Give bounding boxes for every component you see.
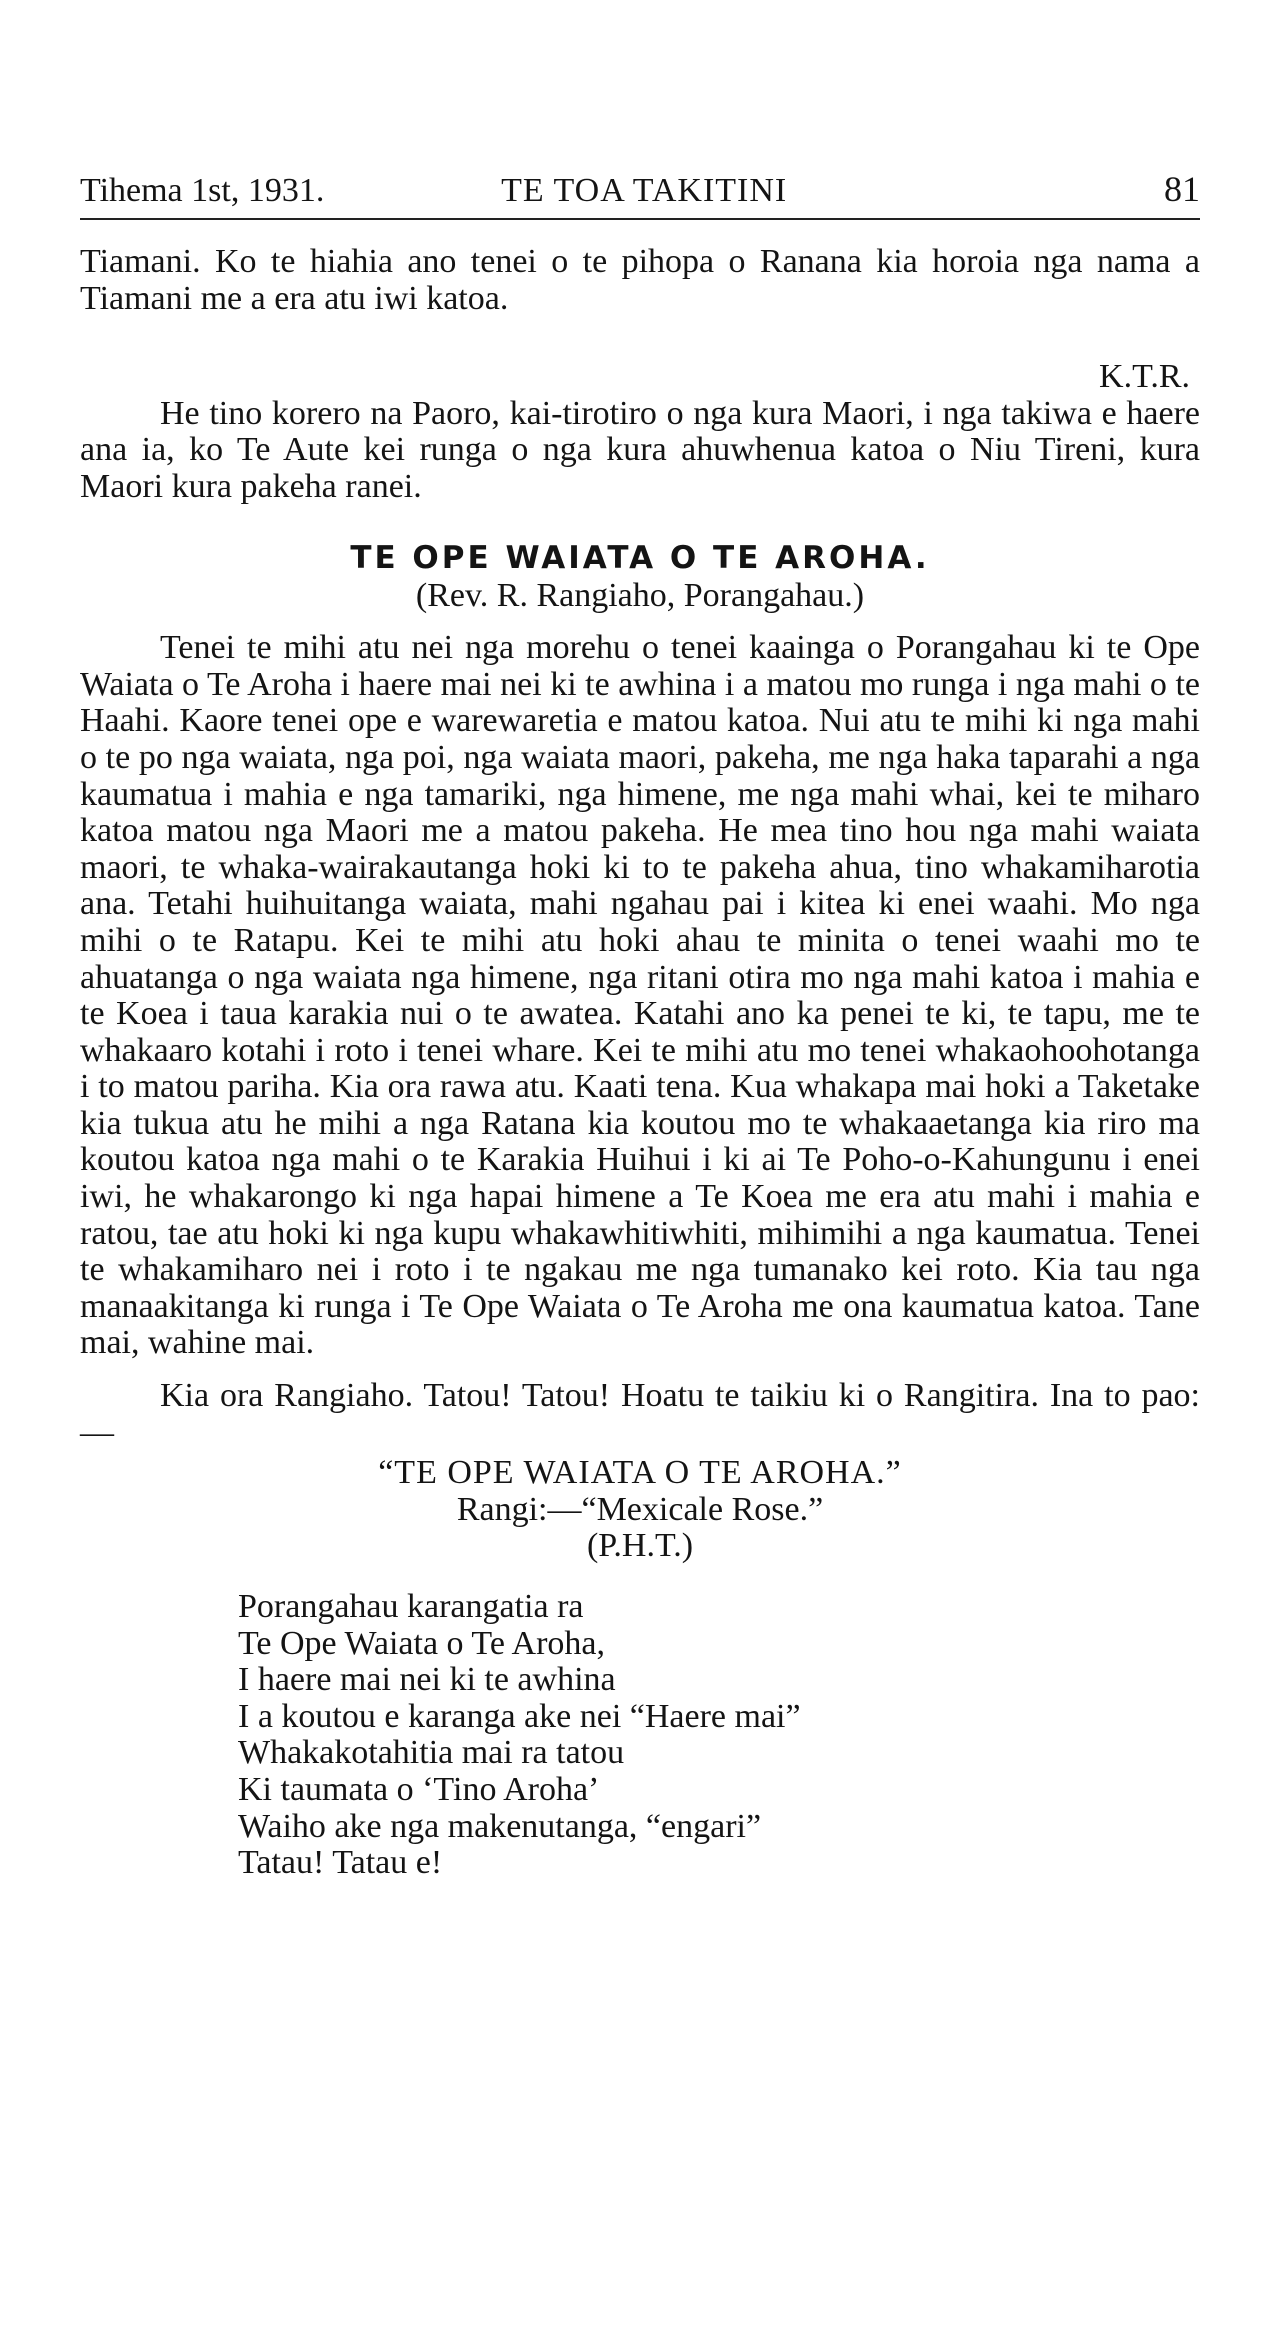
author-signature: K.T.R. — [1099, 358, 1190, 396]
verse-line: Porangahau karangatia ra — [238, 1588, 584, 1625]
song-verse — [238, 1589, 1200, 1882]
song-tune: Rangi:—“Mexicale Rose.” — [456, 1490, 824, 1528]
newspaper-title: TE TOA TAKITINI — [501, 172, 788, 209]
verse-line: I haere mai nei ki te awhina — [238, 1661, 616, 1699]
article-column — [80, 244, 1200, 1882]
issue-date: Tihema 1st, 1931. — [80, 172, 325, 209]
page-header — [80, 168, 1200, 220]
song-title: “TE OPE WAIATA O TE AROHA.” — [378, 1454, 902, 1492]
verse-line: Ki taumata o ‘Tino Aroha’ — [238, 1770, 600, 1808]
section-heading: TE OPE WAIATA O TE AROHA. — [350, 539, 930, 576]
continuation-paragraph: Tiamani. Ko te hiahia ano tenei o te pihopa o Ranana kia horoia nga nama a Tiamani me a era atu iwi katoa. — [80, 243, 1200, 317]
song-credit: (P.H.T.) — [586, 1527, 694, 1565]
verse-line: Waiho ake nga makenutanga, “engari” — [238, 1807, 762, 1845]
closing-paragraph: Kia ora Rangiaho. Tatou! Tatou! Hoatu te taikiu ki o Rangitira. Ina to pao:— — [80, 1377, 1200, 1451]
verse-line: Tatau! Tatau e! — [238, 1844, 443, 1882]
verse-line: Whakakotahitia mai ra tatou — [238, 1734, 625, 1772]
page-number: 81 — [1164, 169, 1200, 209]
paoro-paragraph: He tino korero na Paoro, kai-tirotiro o nga kura Maori, i nga takiwa e haere ana ia, ko Te Aute kei runga o nga kura ahuwhenua katoa o Niu Tireni, kura Maori kura pakeha ranei. — [80, 394, 1200, 505]
main-paragraph: Tenei te mihi atu nei nga morehu o tenei kaainga o Porangahau ki te Ope Waiata o Te Aroha i haere mai nei ki te awhina i a matou mo runga i nga mahi o te Haahi. Kaore tenei ope e warewaretia e matou katoa. Nui atu te mihi ki nga mahi o te po nga waiata, nga poi, nga waiata maori, pakeha, me nga haka taparahi a nga kaumatua i mahia e nga tamariki, nga himene, me nga mahi whai, kei te miharo katoa matou nga Maori me a matou pakeha. He mea tino hou nga mahi waiata maori, te whaka-wairakautanga hoki ki to te pakeha ahua, tino whakamiharotia ana. Tetahi huihuitanga waiata, mahi ngahau pai i kitea ki enei waahi. Mo nga mihi o te Ratapu. Kei te mihi atu hoki ahau te minita o tenei waahi mo te ahuatanga o nga waiata nga himene, nga ritani otira mo nga mahi katoa i mahia e te Koea i taua karakia nui o te awatea. Katahi ano ka penei te ki, te tapu, me te whakaaro kotahi i roto i tenei whare. Kei te mihi atu mo tenei whakaohoohotanga i to matou pariha. Kia ora rawa atu. Kaati tena. Kua whakapa mai hoki a Taketake kia tukua atu he mihi a nga Ratana kia koutou mo te whakaaetanga kia riro ma koutou katoa nga mahi o te Karakia Huihui i ki ai Te Poho-o-Kahungunu i enei iwi, he whakarongo ki nga hapai himene a Te Koea me era atu mahi i mahia e ratou, tae atu hoki ki nga kupu whakawhitiwhiti, mihimihi a nga kaumatua. Tenei te whakamiharo nei i roto i te ngakau me nga tumanako kei roto. Kia tau nga manaakitanga ki runga i Te Ope Waiata o Te Aroha me ona kaumatua katoa. Tane mai, wahine mai. — [80, 629, 1200, 1362]
verse-line: Te Ope Waiata o Te Aroha, — [238, 1624, 606, 1662]
byline: (Rev. R. Rangiaho, Porangahau.) — [415, 576, 865, 614]
verse-line: I a koutou e karanga ake nei “Haere mai” — [238, 1697, 801, 1735]
